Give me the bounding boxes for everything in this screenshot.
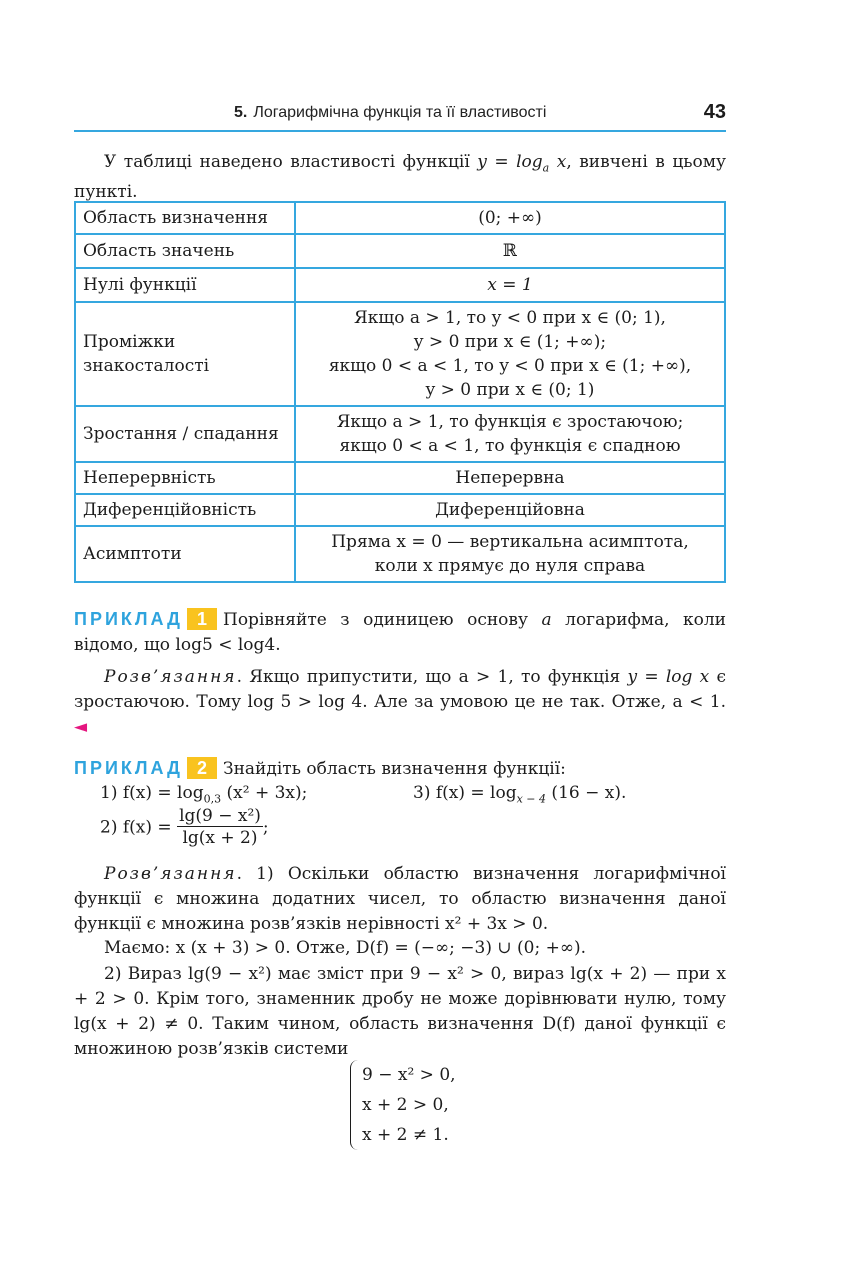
solution-text: . 1) Оскільки областю визначення логарифмічної функції є множина додатних чисел, то областю визначення даної функції є множина розв’язків нерівності x² + 3x > 0.	[74, 864, 726, 934]
solution-result: Маємо: x (x + 3) > 0. Отже, D(f) = (−∞; −3) ∪ (0; +∞).	[104, 938, 587, 958]
solution-text-2: є зростаючою. Тому log 5 > log 4. Але за умовою це не так. Отже,	[74, 667, 727, 712]
table-key: Зростання / спадання	[75, 406, 295, 462]
example-label: ПРИКЛАД	[74, 609, 183, 629]
example-1-var: a	[541, 610, 552, 630]
section-number: 5.	[234, 104, 248, 121]
fraction-denominator: lg(x + 2)	[182, 828, 258, 848]
table-key: Диференційовність	[75, 494, 295, 526]
example-1-text-2: логарифма, коли відомо, що	[74, 610, 727, 655]
table-key: Область значень	[75, 234, 295, 268]
intro-base: a	[542, 161, 550, 175]
sign-line-1: Якщо a > 1, то y < 0 при x ∈ (0; 1),	[354, 308, 666, 328]
system-row: 9 − x² > 0,	[362, 1065, 456, 1085]
inequality-system	[350, 1060, 550, 1155]
example-2-item-2	[100, 806, 400, 849]
example-2-task: Знайдіть область визначення функції:	[223, 759, 566, 779]
table-key: Неперервність	[75, 462, 295, 494]
item-1-func: 1) f(x) = log	[100, 783, 204, 803]
solution-func: y = log x	[627, 667, 710, 687]
item-3-func: 3) f(x) = log	[413, 783, 517, 803]
table-row	[75, 302, 725, 406]
item-2-end: ;	[262, 817, 269, 838]
left-brace	[350, 1060, 361, 1150]
intro-text: У таблиці наведено властивості функції	[104, 152, 478, 172]
item-3-arg: (16 − x).	[546, 783, 627, 803]
solution-text: . Якщо припустити, що a > 1, то функція	[236, 667, 628, 687]
system-row: x + 2 > 0,	[362, 1095, 449, 1115]
example-2-solution-3	[74, 962, 726, 1062]
mono-line-2: якщо 0 < a < 1, то функція є спадною	[339, 436, 681, 456]
table-row	[75, 494, 725, 526]
item-1-arg: (x² + 3x);	[221, 783, 308, 803]
sign-line-3: якщо 0 < a < 1, то y < 0 при x ∈ (1; +∞),	[328, 356, 692, 376]
end-of-solution-icon: ◄	[74, 717, 88, 737]
solution-conclusion: a < 1.	[672, 692, 726, 712]
table-row	[75, 202, 725, 234]
table-row	[75, 462, 725, 494]
solution-word: Розв’язання	[104, 864, 237, 884]
asym-line-2: коли x прямує до нуля справа	[374, 556, 646, 576]
table-value: Неперервна	[295, 462, 725, 494]
table-value: Диференційовна	[295, 494, 725, 526]
sign-line-4: y > 0 при x ∈ (0; 1)	[425, 380, 595, 400]
example-2-solution-1	[74, 862, 726, 937]
table-key: Нулі функції	[75, 268, 295, 302]
example-1-statement	[74, 607, 726, 658]
table-row	[75, 406, 725, 462]
table-value: (0; +∞)	[295, 202, 725, 234]
sign-line-2: y > 0 при x ∈ (1; +∞);	[413, 332, 607, 352]
mono-line-1: Якщо a > 1, то функція є зростаючою;	[336, 412, 684, 432]
table-key: Область визначення	[75, 202, 295, 234]
intro-arg: x	[549, 152, 567, 172]
fraction-numerator: lg(9 − x²)	[179, 806, 261, 826]
table-value	[295, 526, 725, 582]
item-3-base: x − 4	[516, 792, 547, 806]
intro-func: y = log	[477, 152, 543, 172]
table-value: x = 1	[295, 268, 725, 302]
table-value	[295, 406, 725, 462]
item-1-base: 0,3	[203, 792, 222, 806]
intro-paragraph	[74, 150, 726, 205]
table-row	[75, 268, 725, 302]
section-title: Логарифмічна функція та її властивості	[253, 104, 547, 121]
example-1-solution	[74, 665, 726, 740]
example-2-statement	[74, 756, 726, 782]
running-header	[74, 96, 726, 126]
fraction	[177, 806, 263, 849]
solution-text-3: 2) Вираз lg(9 − x²) має зміст при 9 − x² > 0, вираз lg(x + 2) — при x + 2 > 0. Крім того, знаменник дробу не може дорівнювати нулю, тому lg(x + 2) ≠ 0. Таким чином, область визначення D(f) даної функції є множиною розв’язків системи	[74, 964, 726, 1059]
item-2-func: 2) f(x) =	[100, 817, 172, 838]
intro-text-end: , вивчені в цьому пункті.	[74, 152, 726, 203]
example-label: ПРИКЛАД	[74, 758, 183, 778]
table-key: Асимптоти	[75, 526, 295, 582]
system-row: x + 2 ≠ 1.	[362, 1125, 449, 1145]
table-row	[75, 234, 725, 268]
example-2-solution-2	[74, 936, 726, 961]
example-number-badge: 1	[187, 608, 217, 630]
table-row	[75, 526, 725, 582]
example-2-item-3	[413, 781, 713, 811]
table-value	[295, 302, 725, 406]
header-rule	[74, 130, 726, 132]
example-1-condition: log5 < log4.	[175, 635, 281, 655]
example-1-text: Порівняйте з одиницею основу	[223, 610, 542, 630]
asym-line-1: Пряма x = 0 — вертикальна асимптота,	[331, 532, 689, 552]
table-value: ℝ	[295, 234, 725, 268]
example-number-badge: 2	[187, 757, 217, 779]
page-number: 43	[703, 101, 726, 123]
properties-table	[74, 201, 726, 583]
solution-word: Розв’язання	[104, 667, 237, 687]
header-title	[234, 104, 546, 122]
table-key: Проміжки знакосталості	[75, 302, 295, 406]
